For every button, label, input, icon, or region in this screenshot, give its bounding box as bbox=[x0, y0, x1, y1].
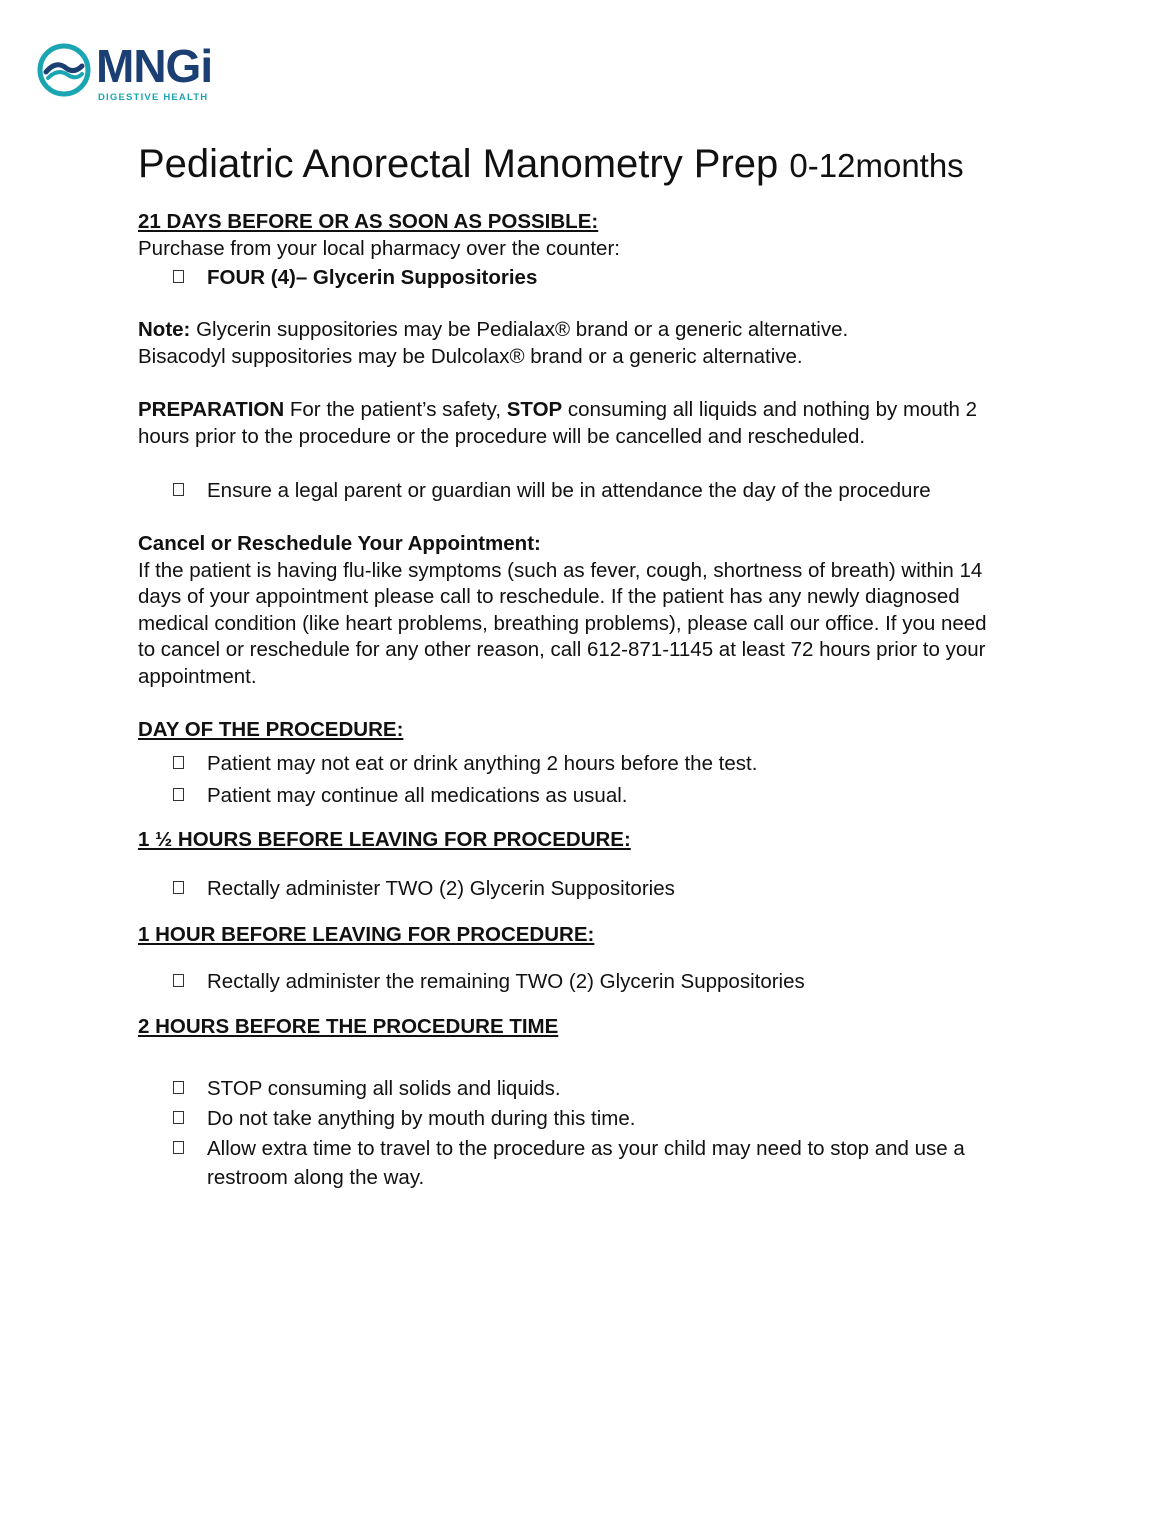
checkbox-icon bbox=[173, 974, 184, 987]
list-item-text: Ensure a legal parent or guardian will be in attendance the day of the procedure bbox=[207, 479, 931, 502]
preparation-label: PREPARATION bbox=[138, 398, 285, 421]
list-item bbox=[173, 1074, 1023, 1103]
note-label: Note: bbox=[138, 318, 191, 341]
page-title-main: Pediatric Anorectal Manometry Prep bbox=[138, 142, 779, 186]
preparation-stop: STOP bbox=[506, 398, 563, 421]
list-item-text: Patient may not eat or drink anything 2 hours before the test. bbox=[207, 752, 758, 775]
list-item bbox=[173, 263, 1023, 292]
list-item-text: Allow extra time to travel to the procedure as your child may need to stop and use a restroom along the way. bbox=[207, 1137, 965, 1189]
list-item bbox=[173, 476, 1033, 505]
list-item bbox=[173, 1104, 1023, 1133]
note-line-1-text: Glycerin suppositories may be Pedialax® brand or a generic alternative. bbox=[190, 318, 849, 341]
list-item-text: Do not take anything by mouth during this time. bbox=[207, 1107, 636, 1130]
list-item-text: FOUR (4)– Glycerin Suppositories bbox=[207, 266, 538, 289]
list-item-text: Rectally administer the remaining TWO (2) Glycerin Suppositories bbox=[207, 970, 805, 993]
note-section bbox=[138, 317, 1028, 370]
page-title bbox=[138, 140, 964, 190]
preparation-section bbox=[138, 397, 1008, 450]
note-line-1 bbox=[138, 317, 1028, 344]
checkbox-icon bbox=[173, 756, 184, 769]
list-item bbox=[173, 967, 1023, 996]
day-of-heading bbox=[138, 717, 1028, 744]
checkbox-icon bbox=[173, 270, 184, 283]
list-item-text: STOP consuming all solids and liquids. bbox=[207, 1077, 561, 1100]
section-21-days-text: Purchase from your local pharmacy over the counter: bbox=[138, 236, 620, 260]
checkbox-icon bbox=[173, 1111, 184, 1124]
logo-wordmark-i: i bbox=[200, 40, 213, 92]
one-half-hours-heading-text: 1 ½ HOURS BEFORE LEAVING FOR PROCEDURE: bbox=[138, 828, 631, 851]
hands-circle-icon bbox=[36, 42, 92, 98]
list-item-text: Rectally administer TWO (2) Glycerin Suppositories bbox=[207, 877, 675, 900]
checkbox-icon bbox=[173, 1081, 184, 1094]
one-half-hours-heading bbox=[138, 827, 1028, 854]
cancel-heading: Cancel or Reschedule Your Appointment: bbox=[138, 532, 541, 555]
logo-wordmark bbox=[96, 40, 212, 92]
checkbox-icon bbox=[173, 483, 184, 496]
section-21-days-heading: 21 DAYS BEFORE OR AS SOON AS POSSIBLE: bbox=[138, 210, 599, 233]
note-line-2: Bisacodyl suppositories may be Dulcolax® brand or a generic alternative. bbox=[138, 344, 803, 368]
list-item bbox=[173, 781, 1023, 810]
checkbox-icon bbox=[173, 788, 184, 801]
preparation-text-2: consuming all liquids and nothing by mouth 2 hours prior to the procedure or the procedure will be cancelled and rescheduled. bbox=[138, 398, 978, 448]
cancel-text: If the patient is having flu-like symptoms (such as fever, cough, shortness of breath) within 14 days of your appointment please call to reschedule. If the patient has any newly diagnosed medical condition (like heart problems, breathing problems), please call our office. If you need to cancel or reschedule for any other reason, call 612-871-1145 at least 72 hours prior to your appointment. bbox=[138, 558, 987, 688]
two-hours-heading bbox=[138, 1014, 1028, 1041]
section-21-days bbox=[138, 209, 1028, 262]
day-of-heading-text: DAY OF THE PROCEDURE: bbox=[138, 718, 404, 741]
checkbox-icon bbox=[173, 881, 184, 894]
list-item-text: Patient may continue all medications as usual. bbox=[207, 784, 628, 807]
list-item bbox=[173, 1134, 1013, 1192]
checkbox-icon bbox=[173, 1141, 184, 1154]
logo-tagline: DIGESTIVE HEALTH bbox=[98, 92, 209, 103]
logo-wordmark-main: MNG bbox=[96, 40, 201, 92]
cancel-section bbox=[138, 531, 1008, 690]
one-hour-heading-text: 1 HOUR BEFORE LEAVING FOR PROCEDURE: bbox=[138, 923, 595, 946]
list-item bbox=[173, 749, 1023, 778]
two-hours-heading-text: 2 HOURS BEFORE THE PROCEDURE TIME bbox=[138, 1015, 559, 1038]
one-hour-heading bbox=[138, 922, 1028, 949]
page-title-age: 0-12months bbox=[789, 147, 964, 184]
preparation-text-1: For the patient’s safety, bbox=[284, 398, 507, 421]
list-item bbox=[173, 874, 1023, 903]
mngi-logo bbox=[36, 38, 246, 108]
